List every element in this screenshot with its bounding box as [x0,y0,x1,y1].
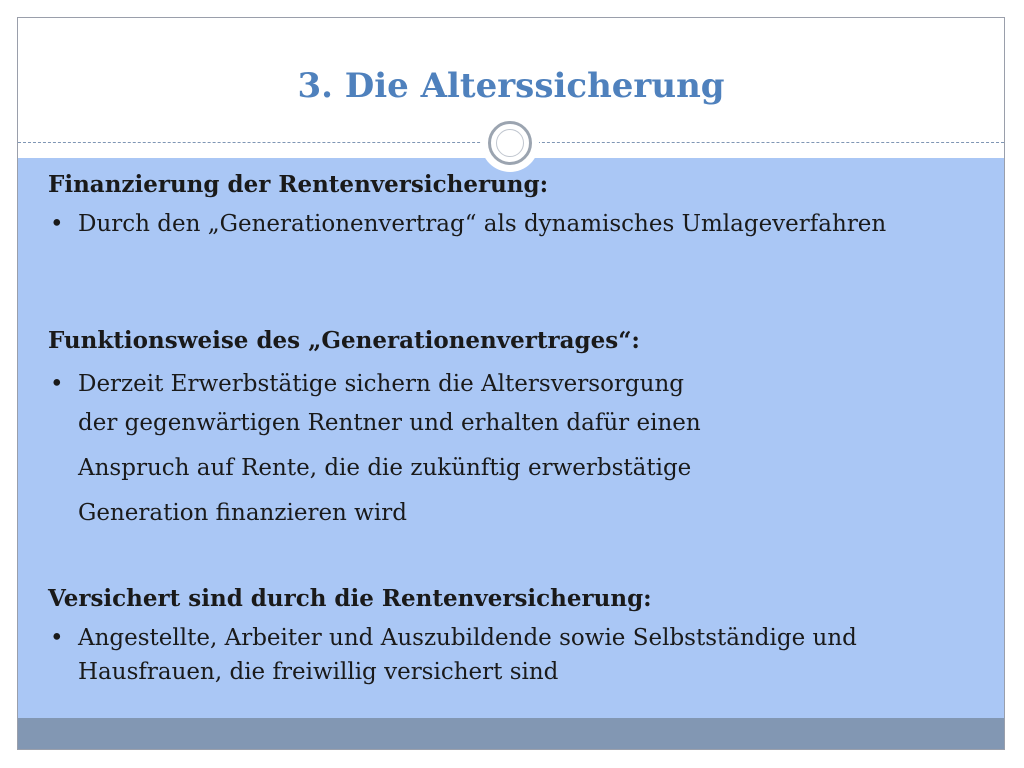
section-insured [48,583,988,689]
section-heading: Funktionsweise des „Generationenvertrages“: [48,327,640,354]
circle-ornament-icon [481,114,539,172]
bullet-text: Angestellte, Arbeiter und Auszubildende sowie Selbstständige und Hausfrauen, die freiwillig versichert sind [78,625,857,685]
bullet-icon: • [50,211,64,237]
continuation-line: Anspruch auf Rente, die die zukünftig erwerbstätige [78,455,692,481]
bullet-item [48,621,988,689]
continuation-line: Generation finanzieren wird [78,500,407,526]
bullet-icon: • [50,371,64,397]
bullet-item [48,367,988,401]
slide [17,17,1005,750]
section-heading: Finanzierung der Rentenversicherung: [48,171,549,198]
continuation-line: der gegenwärtigen Rentner und erhalten dafür einen [78,410,701,436]
ornament-ring [488,121,532,165]
section-heading: Versichert sind durch die Rentenversicherung: [48,585,652,612]
bullet-icon: • [50,625,64,651]
bullet-text: Derzeit Erwerbstätige sichern die Altersversorgung [78,371,685,397]
slide-title: 3. Die Alterssicherung [297,66,725,106]
footer-bar [18,718,1004,750]
bullet-item [48,207,988,241]
section-financing [48,169,988,241]
bullet-text: Durch den „Generationenvertrag“ als dynamisches Umlageverfahren [78,211,887,237]
ornament-inner-ring [496,129,524,157]
section-function [48,325,988,536]
